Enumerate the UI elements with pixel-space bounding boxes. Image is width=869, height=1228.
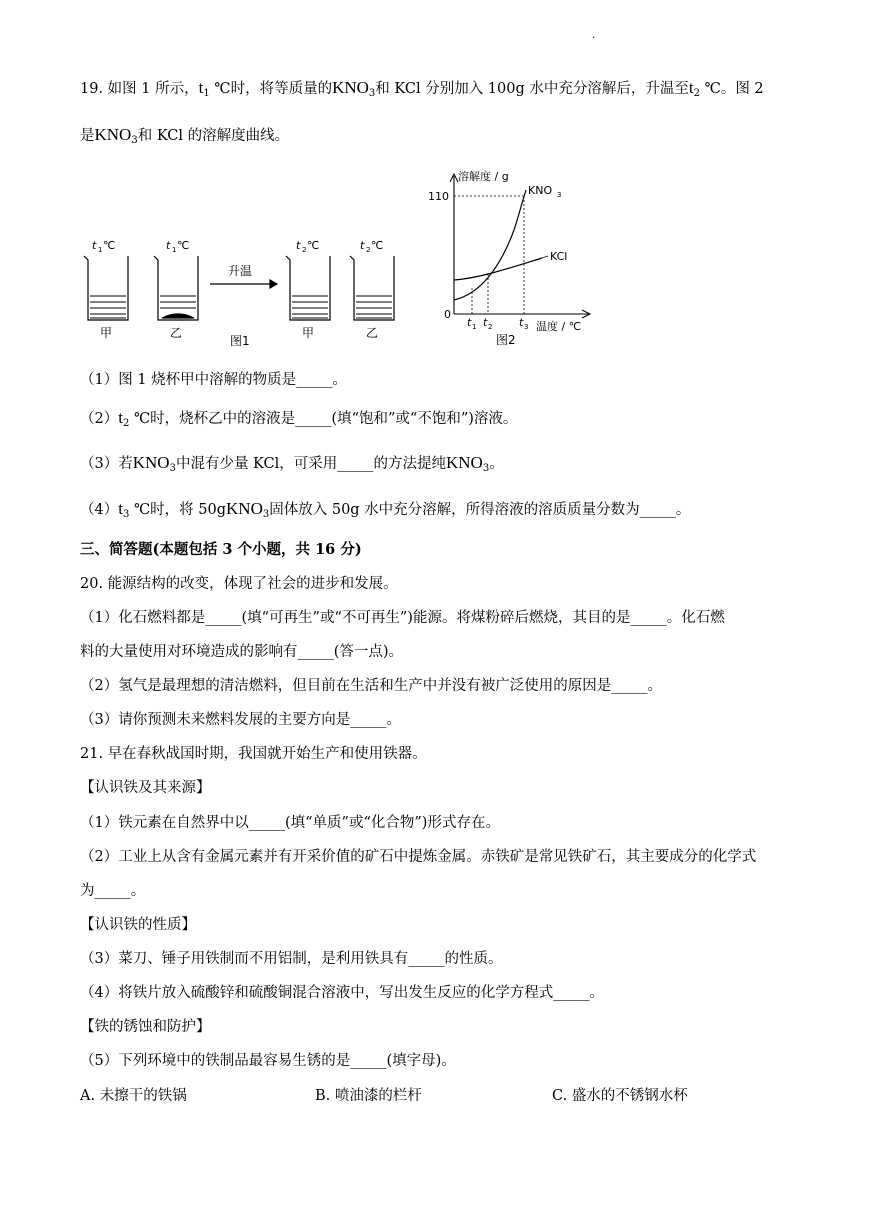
q21-stem: 21. 早在春秋战国时期，我国就开始生产和使用铁器。 bbox=[80, 746, 427, 762]
origin-label: 0 bbox=[444, 308, 451, 321]
beaker-3-label: 甲 bbox=[302, 326, 315, 340]
header-dot: . bbox=[592, 30, 596, 41]
kcl-label: KCl bbox=[550, 250, 568, 263]
beaker-1-temp: t bbox=[92, 239, 97, 252]
q21-option-c: C. 盛水的不锈钢水杯 bbox=[552, 1088, 688, 1104]
beaker-2-label: 乙 bbox=[170, 326, 183, 340]
beaker-4-temp-unit: ℃ bbox=[371, 239, 384, 252]
beaker-2 bbox=[154, 256, 198, 320]
figure-2-solubility-chart bbox=[420, 168, 600, 350]
q21-sub3: （3）菜刀、锤子用铁制而不用铝制，是利用铁具有_____的性质。 bbox=[80, 951, 503, 967]
kcl-curve bbox=[454, 258, 542, 280]
q19-sub1: （1）图 1 烧杯甲中溶解的物质是_____。 bbox=[80, 372, 347, 388]
y-tick-110: 110 bbox=[428, 190, 449, 203]
x-tick-t3: t bbox=[519, 316, 524, 329]
beaker-2-temp: t bbox=[166, 239, 171, 252]
q21-heading-2: 【认识铁的性质】 bbox=[80, 917, 196, 933]
figure-2-caption: 图2 bbox=[496, 333, 516, 347]
heating-arrow bbox=[210, 280, 277, 288]
x-axis-label: 温度 / ℃ bbox=[536, 320, 582, 333]
x-tick-t2-sub: 2 bbox=[488, 323, 493, 331]
x-tick-t2: t bbox=[483, 316, 488, 329]
y-axis-label: 溶解度 / g bbox=[458, 170, 509, 183]
figure-1-beakers bbox=[70, 232, 410, 352]
figure-1-caption: 图1 bbox=[230, 334, 250, 348]
q20-stem: 20. 能源结构的改变，体现了社会的进步和发展。 bbox=[80, 576, 398, 592]
q19-stem-line2: 是$KNO_3$和 KCl 的溶解度曲线。 bbox=[80, 125, 290, 146]
beaker-4-label: 乙 bbox=[366, 326, 379, 340]
beaker-3-temp-sub: 2 bbox=[302, 246, 307, 254]
q20-sub1-line2: 料的大量使用对环境造成的影响有_____(答一点)。 bbox=[80, 644, 404, 660]
q20-sub2: （2）氢气是最理想的清洁燃料，但目前在生活和生产中并没有被广泛使用的原因是_____。 bbox=[80, 678, 662, 694]
q21-option-b: B. 喷油漆的栏杆 bbox=[315, 1088, 422, 1104]
q21-option-a: A. 未擦干的铁锅 bbox=[80, 1088, 187, 1104]
x-tick-t1-sub: 1 bbox=[472, 323, 477, 331]
q19-sub3: （3）若$KNO_3$中混有少量 KCl，可采用_____的方法提纯$KNO_3$。 bbox=[80, 453, 504, 474]
q19-sub4: $(4)t_3$ ℃时，将 50gKNO$_3$固体放入 50g 水中充分溶解，所得溶液的溶质质量分数为_____。 bbox=[80, 499, 691, 520]
section-3-heading: 三、简答题(本题包括 3 个小题，共 16 分) bbox=[80, 541, 362, 558]
q20-sub3: （3）请你预测未来燃料发展的主要方向是_____。 bbox=[80, 712, 401, 728]
x-tick-t1: t bbox=[467, 316, 472, 329]
beaker-1 bbox=[84, 256, 128, 320]
kno3-curve bbox=[454, 190, 526, 300]
beaker-4-temp-sub: 2 bbox=[366, 246, 371, 254]
q19-sub2: $(2)t_2$ ℃时，烧杯乙中的溶液是_____(填“饱和”或“不饱和”)溶液。 bbox=[80, 408, 518, 429]
q21-sub5: （5）下列环境中的铁制品最容易生锈的是_____(填字母)。 bbox=[80, 1053, 456, 1069]
beaker-4 bbox=[350, 256, 394, 320]
kno3-label: KNO bbox=[528, 184, 553, 197]
beaker-1-temp-sub: 1 bbox=[98, 246, 103, 254]
q19-stem-line1: 19. 如图 1 所示，$t_1$ ℃时，将等质量的$KNO_3$和 KCl 分别加入 100g 水中充分溶解后，升温至$t_2$ ℃。图 2 bbox=[80, 78, 764, 99]
x-tick-t3-sub: 3 bbox=[524, 323, 529, 331]
beaker-1-temp-unit: ℃ bbox=[103, 239, 116, 252]
beaker-2-temp-unit: ℃ bbox=[177, 239, 190, 252]
kno3-label-sub: 3 bbox=[557, 191, 562, 199]
q20-sub1-line1: （1）化石燃料都是_____(填“可再生”或“不可再生”)能源。将煤粉碎后燃烧，其目的是_____。化石燃 bbox=[80, 610, 725, 626]
arrow-label: 升温 bbox=[228, 264, 253, 278]
beaker-3-temp-unit: ℃ bbox=[307, 239, 320, 252]
beaker-3-temp: t bbox=[296, 239, 301, 252]
q21-heading-3: 【铁的锈蚀和防护】 bbox=[80, 1019, 211, 1035]
beaker-4-temp: t bbox=[360, 239, 365, 252]
q21-heading-1: 【认识铁及其来源】 bbox=[80, 780, 211, 796]
q21-sub2-line1: （2）工业上从含有金属元素并有开采价值的矿石中提炼金属。赤铁矿是常见铁矿石，其主要成分的化学式 bbox=[80, 849, 757, 865]
q21-sub4: （4）将铁片放入硫酸锌和硫酸铜混合溶液中，写出发生反应的化学方程式_____。 bbox=[80, 985, 604, 1001]
q21-sub1: （1）铁元素在自然界中以_____(填“单质”或“化合物”)形式存在。 bbox=[80, 815, 500, 831]
q21-sub2-line2: 为_____。 bbox=[80, 883, 146, 899]
beaker-3 bbox=[286, 256, 330, 320]
beaker-2-temp-sub: 1 bbox=[172, 246, 177, 254]
beaker-1-label: 甲 bbox=[100, 326, 113, 340]
